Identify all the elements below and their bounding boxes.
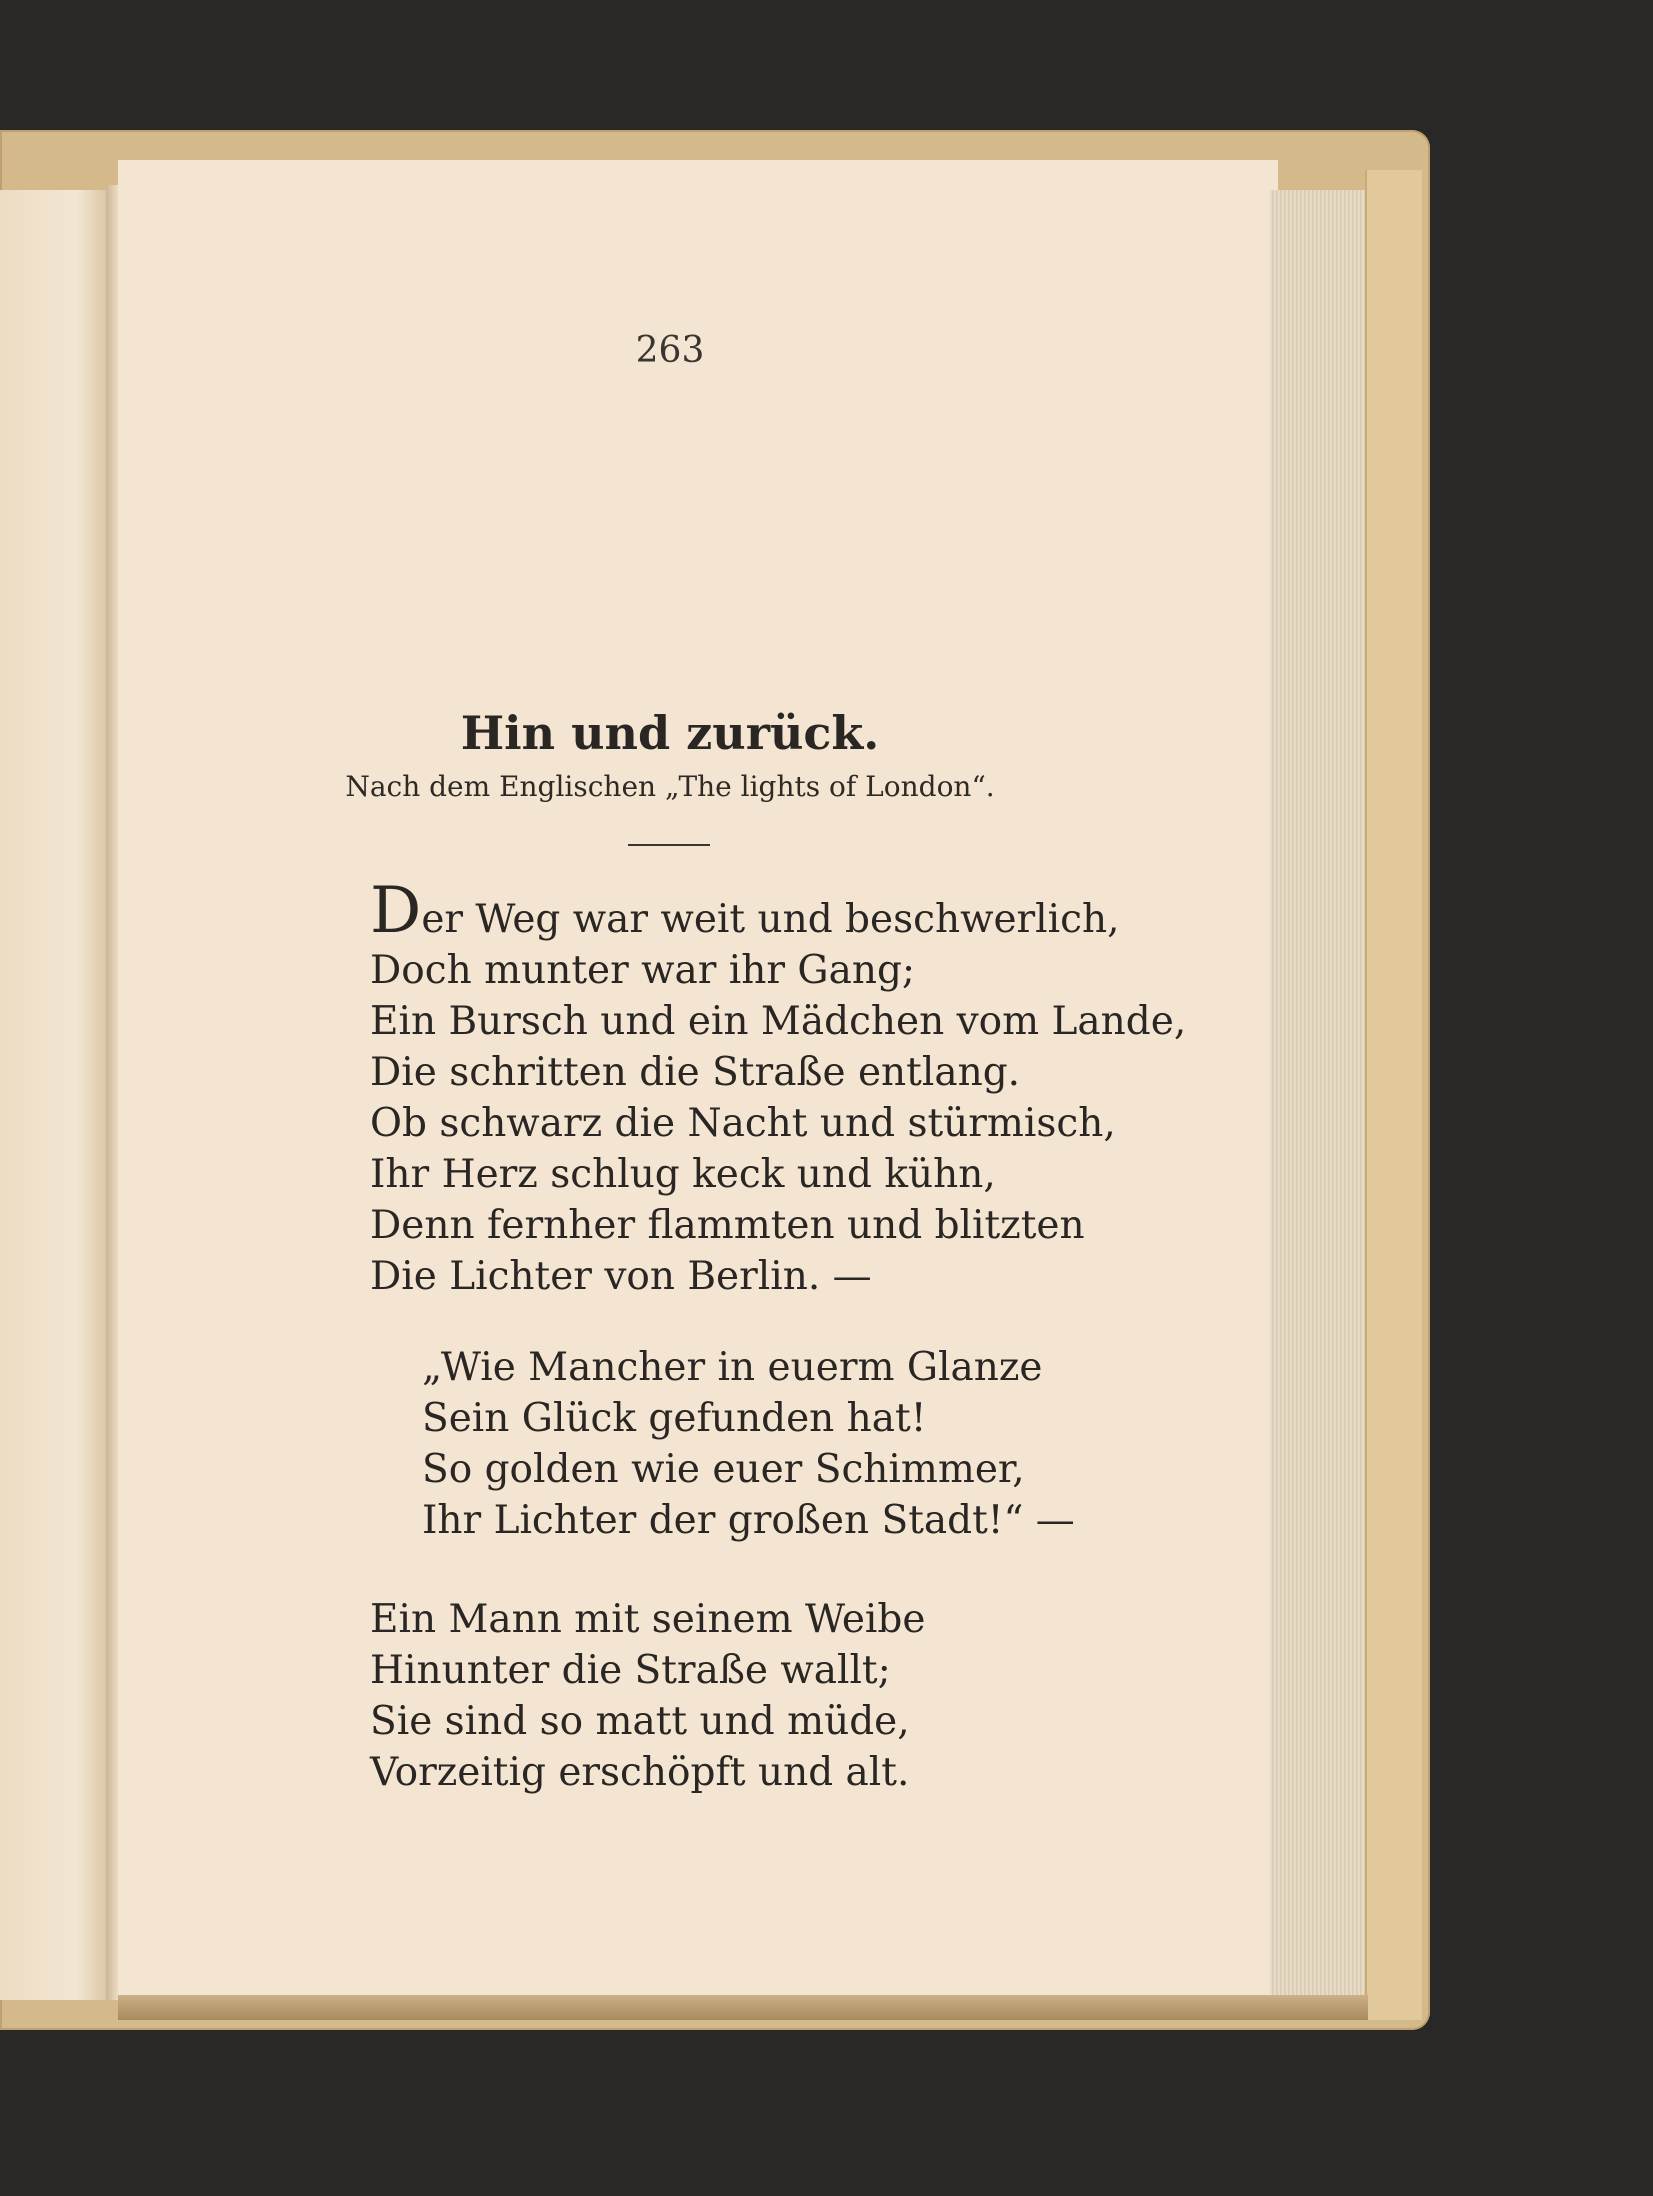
poem-line — [370, 874, 1186, 948]
page-number: 263 — [635, 330, 705, 371]
poem-line: Ihr Herz schlug keck und kühn, — [370, 1152, 996, 1197]
poem-line: Die Lichter von Berlin. — — [370, 1254, 872, 1299]
stanza-2 — [422, 1342, 1075, 1546]
poem-line: Ihr Lichter der großen Stadt!“ — — [422, 1498, 1075, 1543]
poem-line: Vorzeitig erschöpft und alt. — [370, 1750, 910, 1795]
stanza-3 — [370, 1594, 925, 1798]
poem-line: Ein Mann mit seinem Weibe — [370, 1597, 926, 1642]
poem-line: Denn fernher flammten und blitzten — [370, 1203, 1085, 1248]
poem-line: Sie sind so matt und müde, — [370, 1699, 910, 1744]
poem-line: Ein Bursch und ein Mädchen vom Lande, — [370, 999, 1187, 1044]
poem-line: Hinunter die Straße wallt; — [370, 1648, 891, 1693]
cover-edge — [1365, 170, 1422, 2020]
title-divider — [628, 844, 710, 846]
poem-line: Doch munter war ihr Gang; — [370, 948, 916, 993]
poem-title: Hin und zurück. — [460, 706, 880, 760]
poem-line: Sein Glück gefunden hat! — [422, 1396, 927, 1441]
stanza-1 — [370, 874, 1187, 1302]
first-line-text: er Weg war weit und beschwerlich, — [421, 897, 1120, 942]
poem-line: So golden wie euer Schimmer, — [422, 1447, 1025, 1492]
initial-letter: D — [370, 874, 422, 948]
left-page — [0, 190, 110, 2000]
page-edges — [1270, 190, 1370, 2010]
poem-line: Die schritten die Straße entlang. — [370, 1050, 1021, 1095]
poem-subtitle: Nach dem Englischen „The lights of London“. — [345, 770, 995, 803]
poem-line: „Wie Mancher in euerm Glanze — [422, 1345, 1043, 1390]
bottom-edge — [118, 1995, 1368, 2020]
poem-line: Ob schwarz die Nacht und stürmisch, — [370, 1101, 1116, 1146]
